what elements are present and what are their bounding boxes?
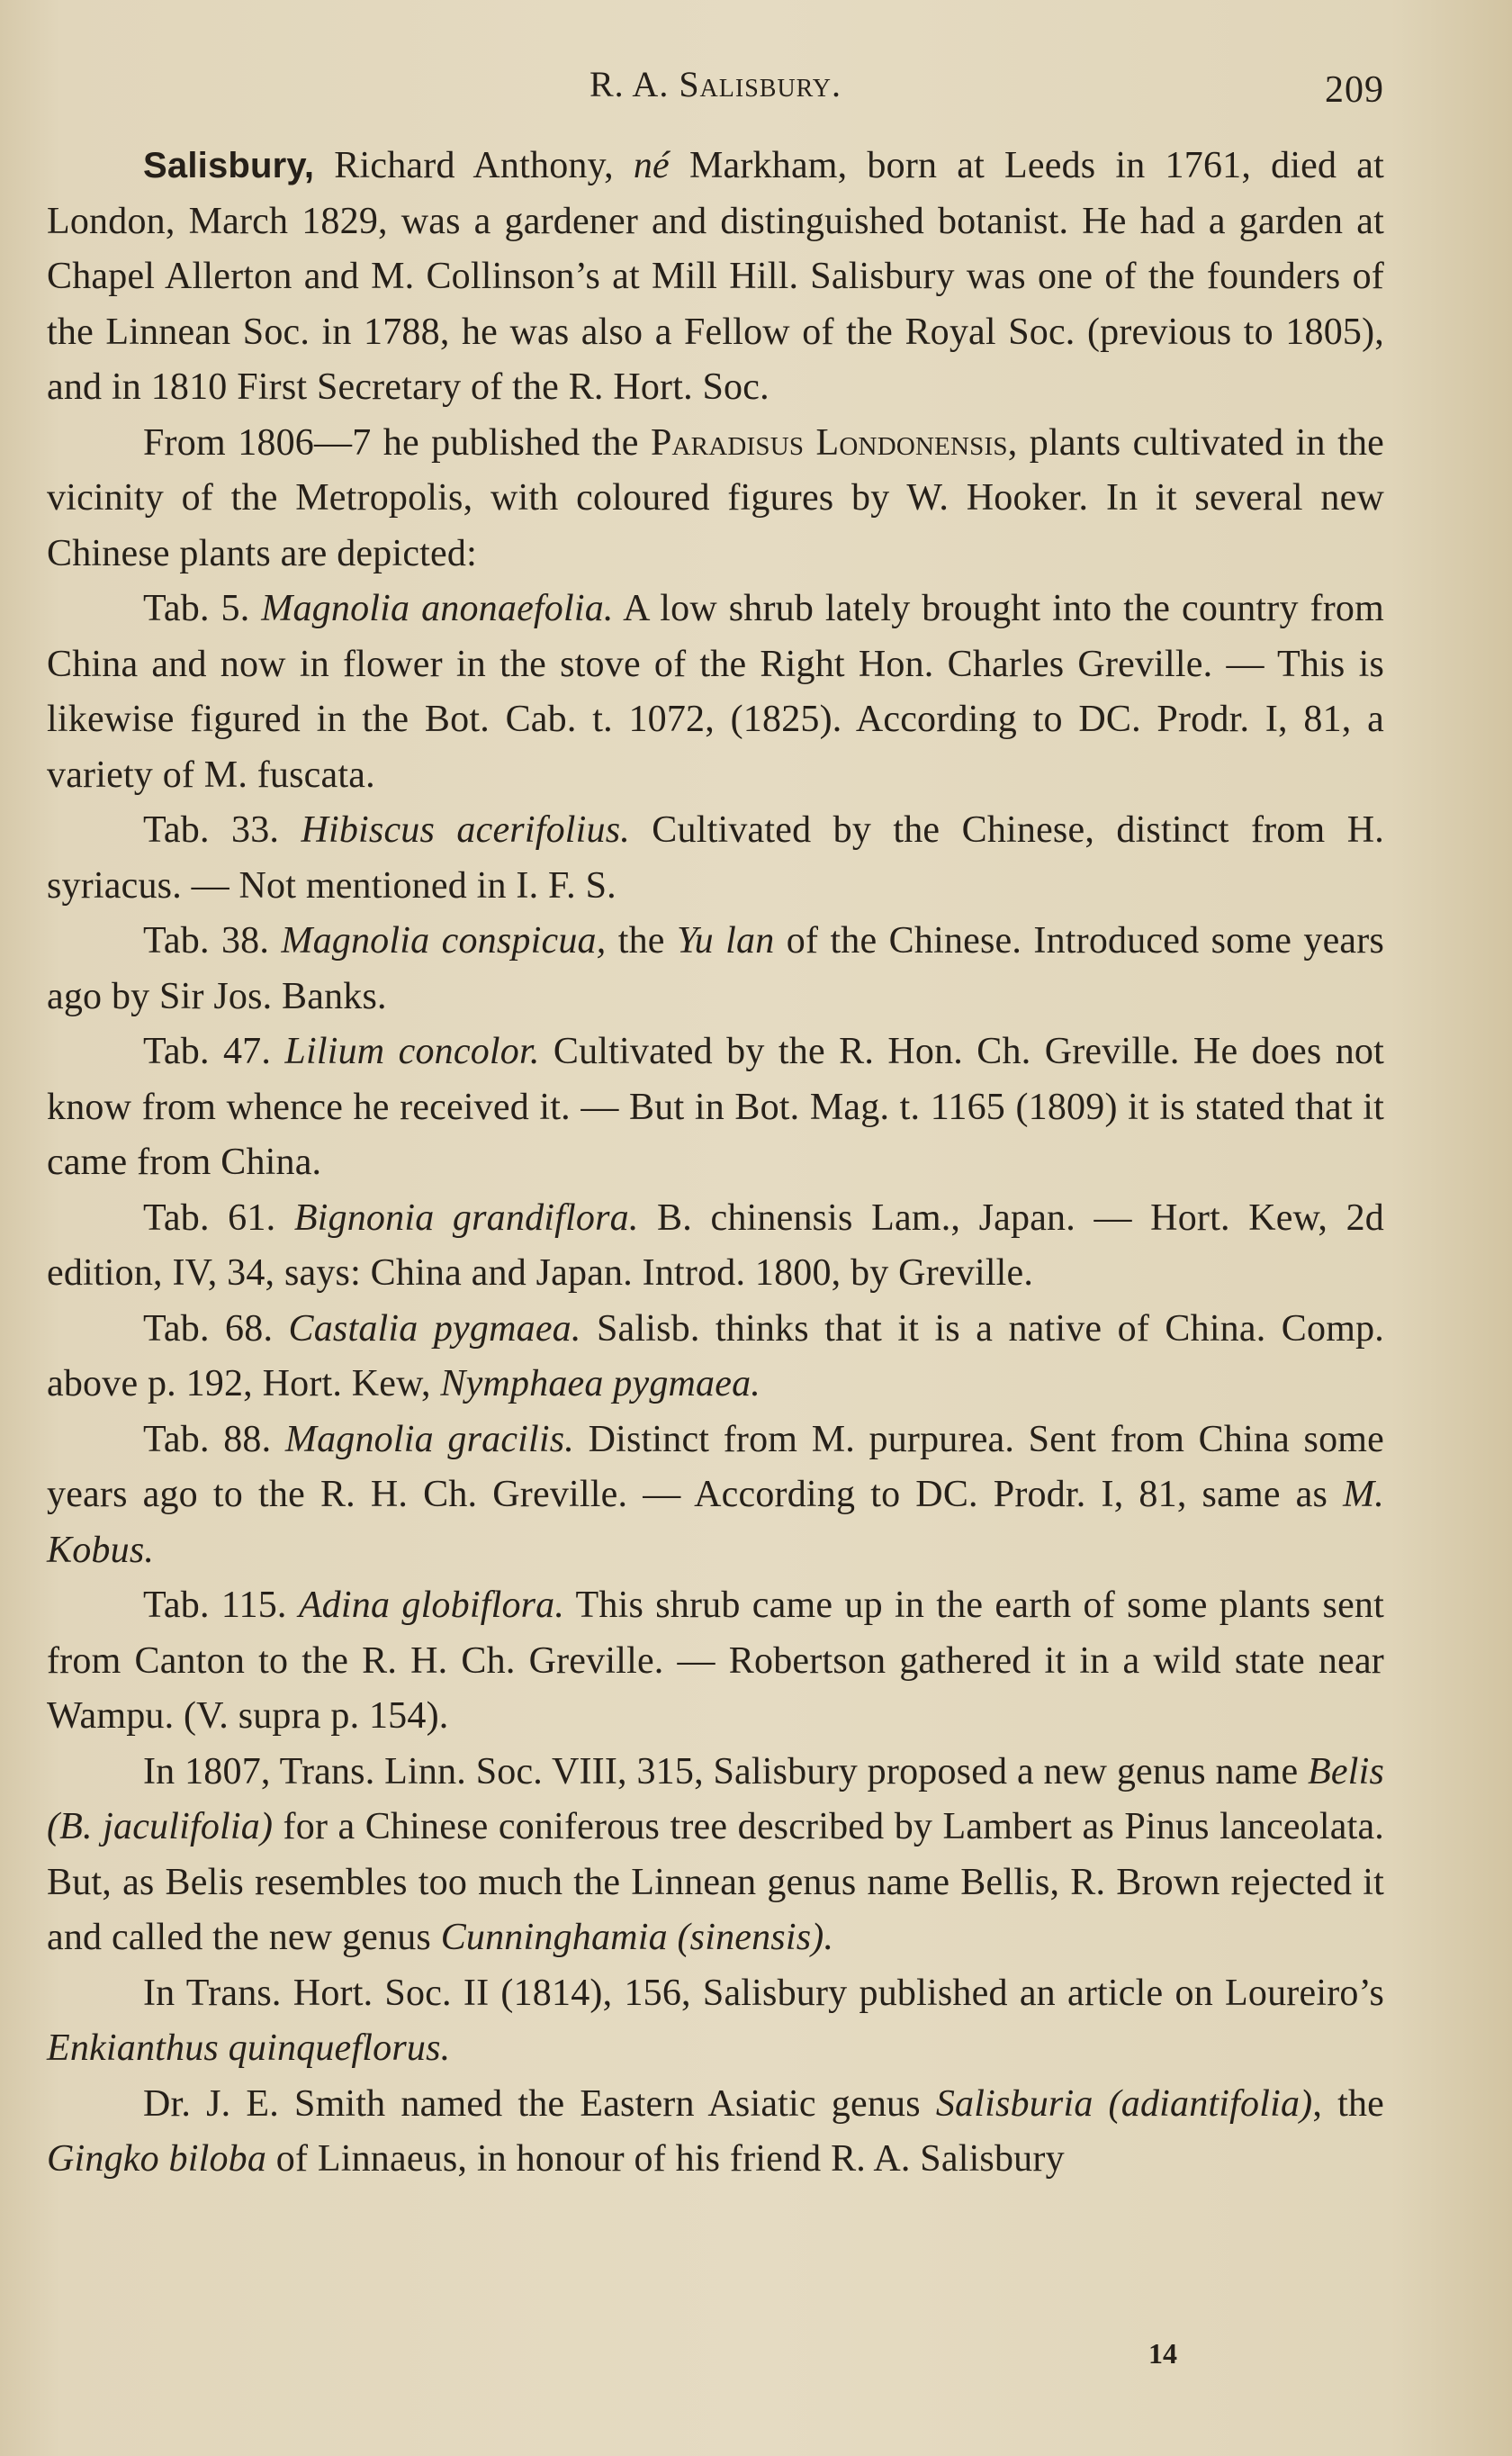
- text-run: Tab. 5.: [143, 588, 262, 629]
- text-run: Salisb. thinks that it is a native of China. Comp. above p. 192, Hort. Kew,: [47, 1307, 1384, 1404]
- italic-run: Cunninghamia (sinensis).: [440, 1917, 834, 1958]
- text-run: Tab. 115.: [143, 1585, 299, 1626]
- text-run: of Linnaeus, in honour of his friend R. A. Salisbury: [266, 2138, 1065, 2180]
- paragraph: [47, 1302, 1384, 1413]
- italic-run: Bignonia grandiflora.: [293, 1196, 639, 1239]
- running-title: R. A. Salisbury.: [589, 64, 842, 104]
- italic-run: Magnolia conspicua,: [281, 920, 607, 962]
- paragraph: [47, 1578, 1384, 1745]
- small-caps-run: Paradisus Londonensis: [650, 421, 1008, 464]
- paragraph: [47, 416, 1384, 582]
- italic-run: M. Kobus.: [47, 1474, 1384, 1571]
- text-run: Cultivated by the R. Hon. Ch. Greville. He does not know from whence he received it. — But in Bot. Mag. t. 1165 (1809) it is stated that it came from China.: [47, 1031, 1384, 1183]
- running-head: [47, 56, 1384, 119]
- text-run: the: [606, 920, 677, 962]
- text-run: Distinct from M. purpurea. Sent from China some years ago to the R. H. Ch. Greville. — According to DC. Prodr. I, 81, same as: [47, 1418, 1384, 1515]
- paragraph: [47, 582, 1384, 803]
- text-run: In 1807, Trans. Linn. Soc. VIII, 315, Salisbury proposed a new genus name: [143, 1750, 1309, 1792]
- signature-mark: 14: [1148, 2337, 1177, 2370]
- italic-run: Yu lan: [676, 920, 775, 962]
- italic-run: Belis (B. jaculifolia): [47, 1750, 1384, 1847]
- paragraph: [47, 1966, 1384, 2077]
- text-run: Tab. 33.: [143, 809, 302, 851]
- text-run: Dr. J. E. Smith named the Eastern Asiatic genus: [143, 2082, 936, 2125]
- italic-run: Hibiscus acerifolius.: [301, 809, 630, 851]
- paragraph: [47, 139, 1384, 416]
- italic-run: Salisburia (adiantifolia): [935, 2082, 1313, 2125]
- text-run: B. chinensis Lam., Japan. — Hort. Kew, 2d edition, IV, 34, says: China and Japan. Introd. 1800, by Greville.: [47, 1196, 1384, 1294]
- body-text: [47, 139, 1384, 2188]
- paragraph: [47, 1191, 1384, 1302]
- italic-run: Adina globiflora.: [298, 1585, 565, 1626]
- paragraph: [47, 1413, 1384, 1579]
- text-run: Richard Anthony,: [314, 145, 634, 186]
- italic-run: né: [633, 145, 670, 186]
- italic-run: Lilium concolor.: [284, 1031, 540, 1072]
- italic-run: Castalia pygmaea.: [288, 1307, 581, 1350]
- headword: Salisbury,: [143, 146, 315, 185]
- italic-run: Magnolia anonaefolia.: [261, 588, 614, 629]
- page-number: 209: [1325, 69, 1384, 111]
- text-run: Tab. 61.: [143, 1196, 294, 1239]
- paragraph: [47, 1025, 1384, 1191]
- text-run: Cultivated by the Chinese, distinct from H. syriacus. — Not mentioned in I. F. S.: [47, 809, 1384, 907]
- text-run: A low shrub lately brought into the country from China and now in flower in the stove of the Right Hon. Charles Greville. — This is likewise figured in the Bot. Cab. t. 1072, (1825). According to DC. Prodr. I, 81, a variety of M. fuscata.: [47, 588, 1384, 796]
- text-run: , plants cultivated in the vicinity of the Metropolis, with coloured figures by W. Hooker. In it several new Chinese plants are depicted:: [47, 421, 1385, 574]
- italic-run: Nymphaea pygmaea.: [440, 1363, 761, 1404]
- text-run: This shrub came up in the earth of some plants sent from Canton to the R. H. Ch. Greville. — Robertson gathered it in a wild state near Wampu. (V. supra p. 154).: [47, 1585, 1384, 1737]
- text-run: Tab. 38.: [143, 920, 282, 962]
- italic-run: Enkianthus quinqueflorus.: [47, 2027, 451, 2069]
- text-run: Tab. 68.: [143, 1307, 289, 1350]
- text-run: Markham, born at Leeds in 1761, died at London, March 1829, was a gardener and distinguished botanist. He had a garden at Chapel Allerton and M. Collinson’s at Mill Hill. Salisbury was one of the founders of the Linnean Soc. in 1788, he was also a Fellow of the Royal Soc. (previous to 1805), and in 1810 First Secretary of the R. Hort. Soc.: [47, 145, 1385, 408]
- paragraph: [47, 914, 1384, 1025]
- text-run: Tab. 88.: [143, 1418, 285, 1460]
- text-run: , the: [1312, 2082, 1385, 2125]
- text-run: In Trans. Hort. Soc. II (1814), 156, Salisbury published an article on Loureiro’s: [143, 1972, 1384, 2014]
- paragraph: [47, 1745, 1384, 1966]
- italic-run: Magnolia gracilis.: [284, 1418, 575, 1460]
- text-run: for a Chinese coniferous tree described by Lambert as Pinus lanceolata. But, as Belis resembles too much the Linnean genus name Bellis, R. Brown rejected it and called the new genus: [47, 1806, 1384, 1958]
- italic-run: Gingko biloba: [47, 2138, 267, 2180]
- paragraph: [47, 2077, 1384, 2188]
- text-run: From 1806—7 he published the: [143, 421, 651, 464]
- text-run: Tab. 47.: [143, 1031, 285, 1072]
- paragraph: [47, 803, 1384, 914]
- text-run: of the Chinese. Introduced some years ago by Sir Jos. Banks.: [47, 920, 1384, 1017]
